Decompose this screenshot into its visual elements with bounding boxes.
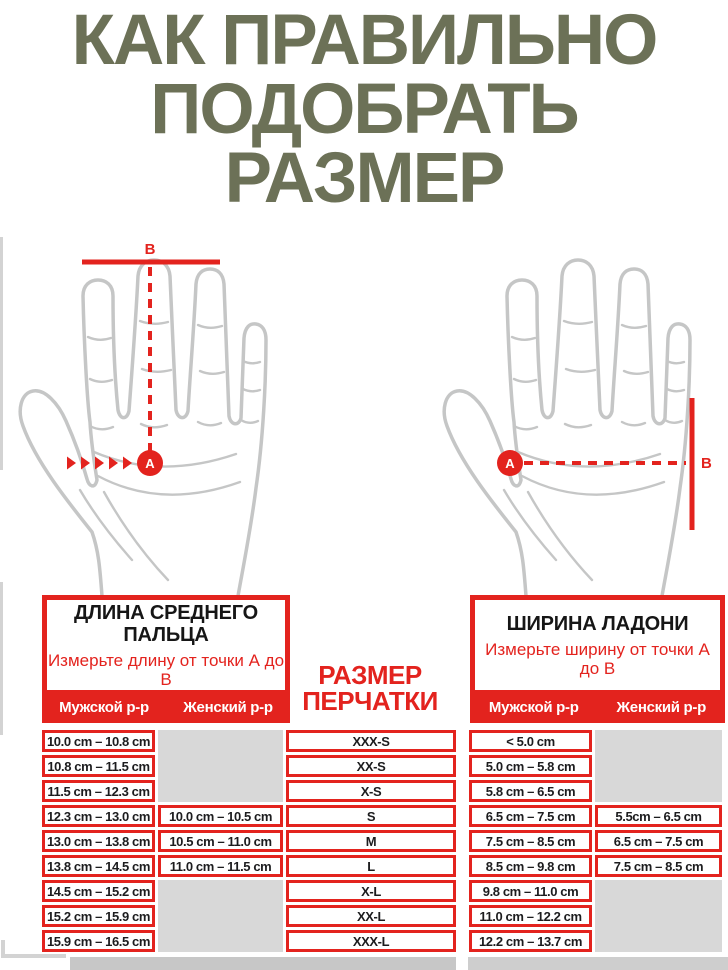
palm-width-panel-header <box>475 600 720 690</box>
bottom-crop-strip <box>468 957 728 970</box>
finger-length-column-headers <box>42 691 290 723</box>
point-b-label: B <box>144 241 156 258</box>
page-title-line3: РАЗМЕР <box>224 139 504 218</box>
men-palm-cell: 11.0 cm – 12.2 cm <box>469 905 592 927</box>
men-palm-cell: 12.2 cm – 13.7 cm <box>469 930 592 952</box>
finger-length-title: ДЛИНА СРЕДНЕГО ПАЛЬЦА <box>73 601 259 646</box>
finger-length-col-men: Мужской р-р <box>59 698 149 716</box>
men-finger-cell: 10.8 cm – 11.5 cm <box>42 755 155 777</box>
table-row <box>42 755 722 777</box>
men-palm-cell: 7.5 cm – 8.5 cm <box>469 830 592 852</box>
size-cell: L <box>286 855 456 877</box>
men-finger-cell: 13.8 cm – 14.5 cm <box>42 855 155 877</box>
hand-illustration <box>20 260 266 596</box>
palm-width-hand-diagram <box>420 240 728 602</box>
palm-width-title: ШИРИНА ЛАДОНИ <box>506 612 689 635</box>
page-title <box>0 1 728 218</box>
bottom-crop-strip <box>70 957 456 970</box>
finger-length-panel <box>42 595 290 723</box>
size-cell: XXX-S <box>286 730 456 752</box>
women-palm-cell: 7.5 cm – 8.5 cm <box>595 855 722 877</box>
finger-length-subtitle: Измерьте длину от точки А до В <box>47 650 285 689</box>
table-row <box>42 780 722 802</box>
men-finger-cell: 12.3 cm – 13.0 cm <box>42 805 155 827</box>
size-cell: S <box>286 805 456 827</box>
size-cell: X-S <box>286 780 456 802</box>
scan-edge-line <box>0 582 3 735</box>
palm-width-col-men: Мужской р-р <box>488 698 579 716</box>
scan-edge-line <box>0 237 3 470</box>
men-finger-cell: 14.5 cm – 15.2 cm <box>42 880 155 902</box>
men-palm-cell: < 5.0 cm <box>469 730 592 752</box>
women-finger-cell: 10.0 cm – 10.5 cm <box>158 805 283 827</box>
men-finger-cell: 11.5 cm – 12.3 cm <box>42 780 155 802</box>
size-cell: X-L <box>286 880 456 902</box>
size-cell: XX-L <box>286 905 456 927</box>
size-cell: XX-S <box>286 755 456 777</box>
men-palm-cell: 8.5 cm – 9.8 cm <box>469 855 592 877</box>
women-palm-cell: 6.5 cm – 7.5 cm <box>595 830 722 852</box>
palm-width-column-headers <box>470 691 725 723</box>
hand-illustration <box>444 260 690 596</box>
size-cell: M <box>286 830 456 852</box>
scan-edge-line <box>1 954 66 958</box>
palm-width-subtitle: Измерьте ширину от точки А до В <box>485 639 710 678</box>
women-finger-cell: 11.0 cm – 11.5 cm <box>158 855 283 877</box>
point-b-label: B <box>701 455 712 472</box>
finger-length-hand-diagram <box>10 240 350 602</box>
size-cell: XXX-L <box>286 930 456 952</box>
page-title-line2: ПОДОБРАТЬ <box>150 70 578 149</box>
table-row <box>42 730 722 752</box>
men-palm-cell: 9.8 cm – 11.0 cm <box>469 880 592 902</box>
glove-size-label-line2: ПЕРЧАТКИ <box>302 686 438 716</box>
table-row <box>42 805 722 827</box>
glove-size-label-line1: РАЗМЕР <box>318 660 422 690</box>
women-finger-cell: 10.5 cm – 11.0 cm <box>158 830 283 852</box>
men-palm-cell: 6.5 cm – 7.5 cm <box>469 805 592 827</box>
women-palm-cell: 5.5cm – 6.5 cm <box>595 805 722 827</box>
palm-width-panel <box>470 595 725 723</box>
table-row <box>42 905 722 927</box>
point-a-label: A <box>505 456 515 471</box>
table-row <box>42 880 722 902</box>
glove-size-label <box>285 662 455 714</box>
men-finger-cell: 10.0 cm – 10.8 cm <box>42 730 155 752</box>
palm-width-col-women: Женский р-р <box>616 698 706 716</box>
men-finger-cell: 13.0 cm – 13.8 cm <box>42 830 155 852</box>
point-a-label: A <box>145 456 155 471</box>
men-palm-cell: 5.8 cm – 6.5 cm <box>469 780 592 802</box>
finger-length-panel-header <box>47 600 285 690</box>
size-table <box>42 730 722 956</box>
men-finger-cell: 15.2 cm – 15.9 cm <box>42 905 155 927</box>
men-palm-cell: 5.0 cm – 5.8 cm <box>469 755 592 777</box>
men-finger-cell: 15.9 cm – 16.5 cm <box>42 930 155 952</box>
table-row <box>42 855 722 877</box>
table-row <box>42 830 722 852</box>
table-row <box>42 930 722 952</box>
page-title-line1: КАК ПРАВИЛЬНО <box>71 1 657 80</box>
finger-length-col-women: Женский р-р <box>183 698 273 716</box>
